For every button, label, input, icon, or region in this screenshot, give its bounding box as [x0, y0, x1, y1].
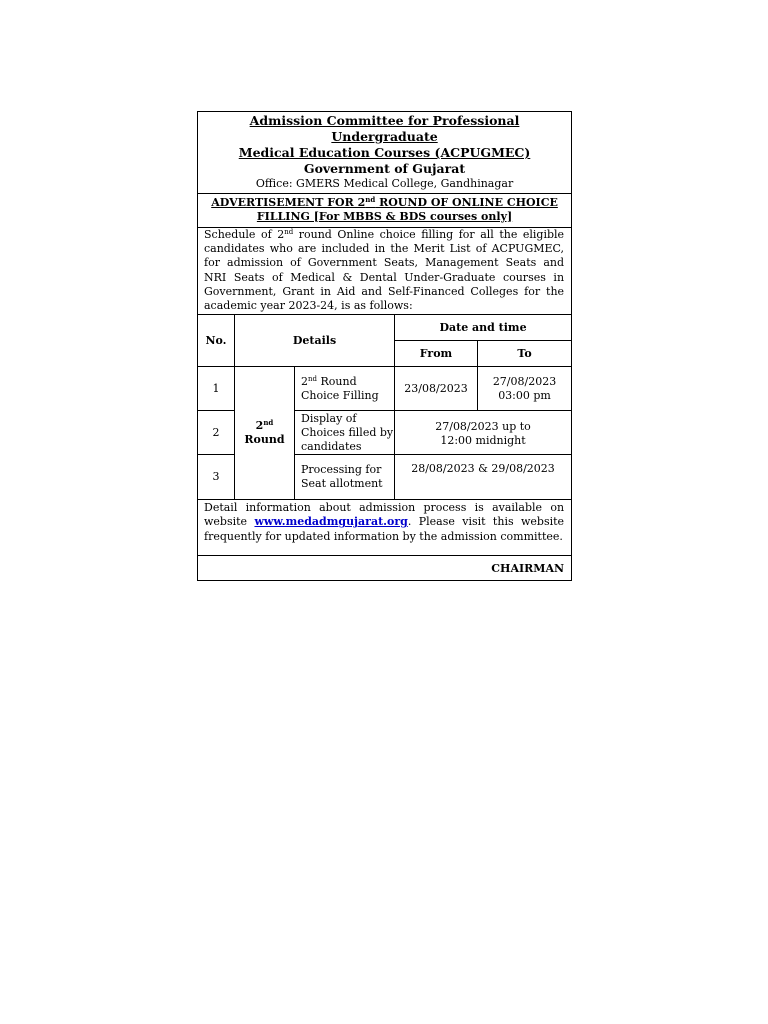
committee-title-line2: Medical Education Courses (ACPUGMEC) [238, 145, 531, 160]
detail-information-text: Detail information about admission process is available on website www.medadmgujarat.org. Please visit this website frequently for updated information by the admission committee. [198, 500, 572, 556]
row-number: 3 [198, 455, 235, 500]
advertisement-title: ADVERTISEMENT FOR 2nd ROUND OF ONLINE CHOICE FILLING [For MBBS & BDS courses only] [198, 194, 572, 228]
row-detail: Display of Choices filled by candidates [295, 411, 395, 455]
advertisement-document [197, 111, 571, 581]
advertisement-table [197, 111, 572, 581]
row-date-span: 27/08/2023 up to 12:00 midnight [395, 411, 572, 455]
row-detail: 2nd Round Choice Filling [295, 367, 395, 411]
col-header-from: From [395, 341, 478, 367]
committee-header [198, 112, 572, 194]
col-header-datetime: Date and time [395, 315, 572, 341]
row-from-date: 23/08/2023 [395, 367, 478, 411]
committee-title-line1: Admission Committee for Professional Undergraduate [249, 113, 520, 144]
schedule-intro-text: Schedule of 2nd round Online choice filling for all the eligible candidates who are included in the Merit List of ACPUGMEC, for admission of Government Seats, Management Seats and NRI Seats of Medical & Dental Under-Graduate courses in Government, Grant in Aid and Self-Financed Colleges for the academic year 2023-24, is as follows: [198, 228, 572, 315]
government-name: Government of Gujarat [303, 161, 466, 176]
row-date-span: 28/08/2023 & 29/08/2023 [395, 455, 572, 500]
row-to-date: 27/08/2023 03:00 pm [478, 367, 572, 411]
signature-chairman: CHAIRMAN [198, 556, 572, 581]
website-link[interactable]: www.medadmgujarat.org [254, 515, 408, 529]
col-header-no: No. [198, 315, 235, 367]
row-number: 1 [198, 367, 235, 411]
col-header-details: Details [235, 315, 395, 367]
office-address: Office: GMERS Medical College, Gandhinagar [255, 177, 514, 190]
col-header-to: To [478, 341, 572, 367]
row-detail: Processing for Seat allotment [295, 455, 395, 500]
round-label: 2nd Round [235, 367, 295, 500]
table-row [198, 367, 572, 411]
row-number: 2 [198, 411, 235, 455]
